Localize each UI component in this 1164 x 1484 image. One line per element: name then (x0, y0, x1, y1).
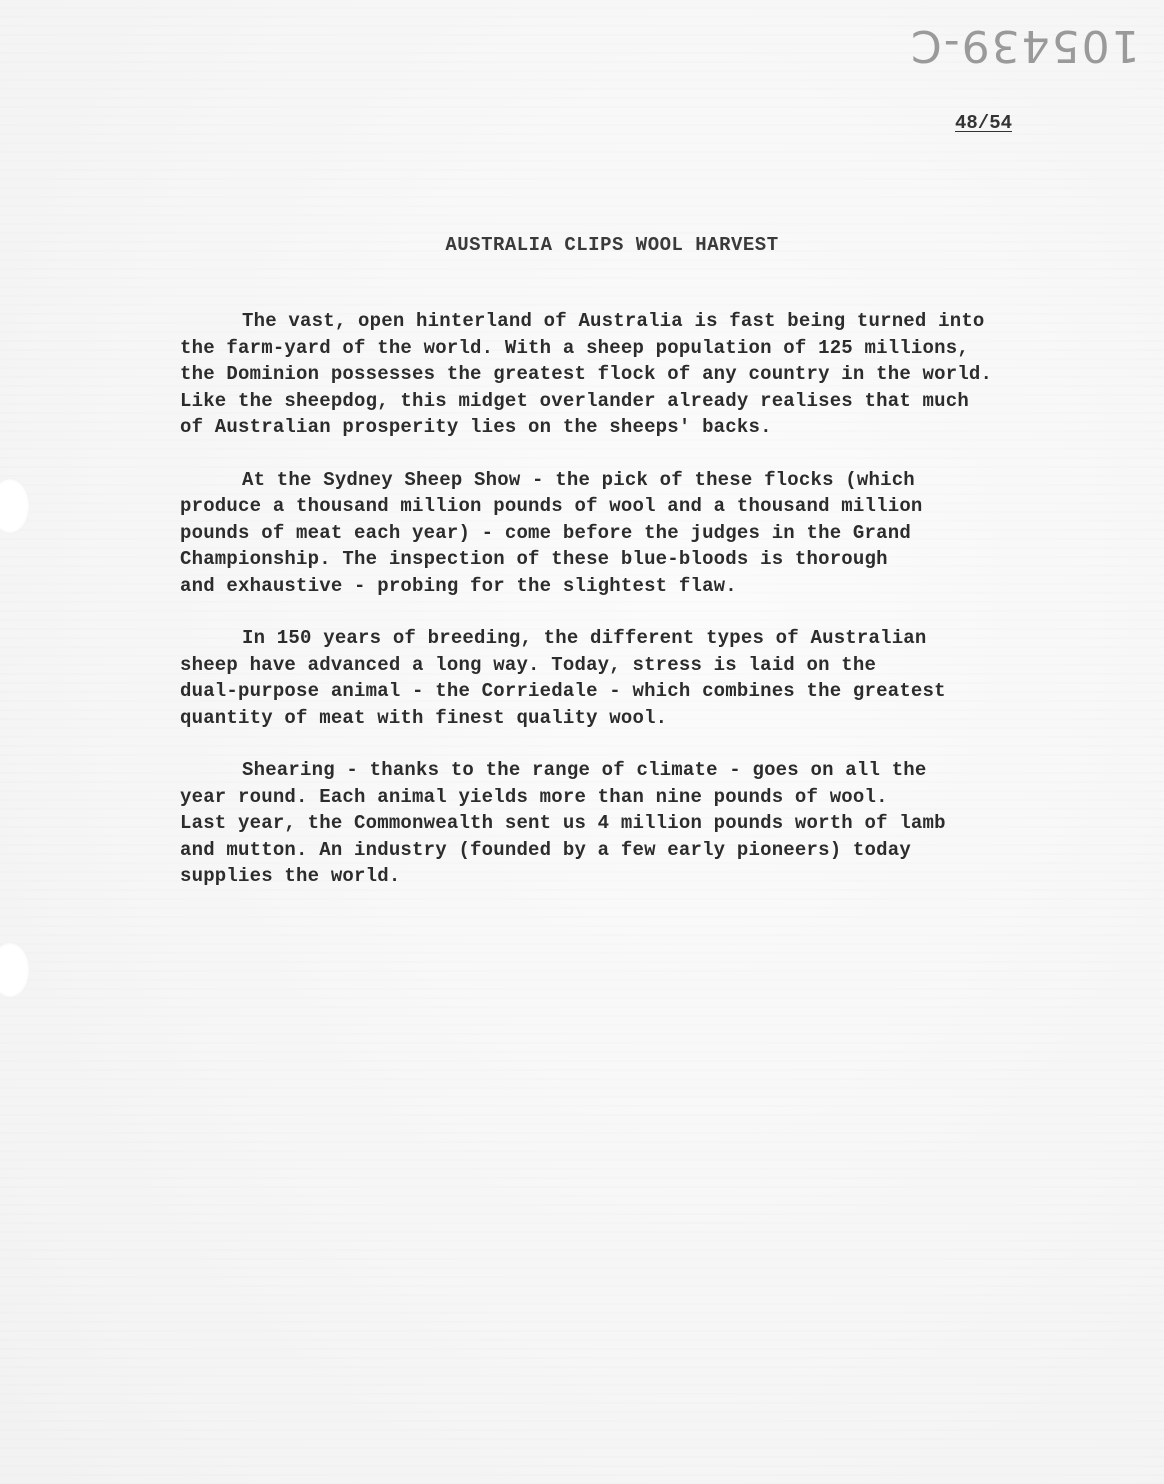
page-number: 48/54 (955, 112, 1013, 134)
document-title-row (0, 234, 1164, 256)
paragraph-2: At the Sydney Sheep Show - the pick of these flocks (which produce a thousand million pounds of wool and a thousand million pounds of meat each year) - come before the judges in the Grand Championship. The inspection of these blue-bloods is thorough and exhaustive - probing for the slightest flaw. (180, 468, 923, 597)
paragraph-1: The vast, open hinterland of Australia is fast being turned into the farm-yard of the world. With a sheep population of 125 millions, the Dominion possesses the greatest flock of any country in the world. Like the sheepdog, this midget overlander already realises that much of Australian prosperity lies on the sheeps' backs. (180, 310, 993, 438)
handwritten-reference-number: 105439-C (909, 20, 1140, 71)
document-body (180, 308, 1050, 890)
punch-hole (0, 942, 30, 998)
document-title: AUSTRALIA CLIPS WOOL HARVEST (445, 234, 779, 256)
punch-hole (0, 478, 30, 534)
paragraph-4: Shearing - thanks to the range of climate - goes on all the year round. Each animal yields more than nine pounds of wool. Last year, the Commonwealth sent us 4 million pounds worth of lamb and mutton. An industry (founded by a few early pioneers) today supplies the world. (180, 759, 946, 887)
paragraph-3: In 150 years of breeding, the different types of Australian sheep have advanced a long way. Today, stress is laid on the dual-purpose animal - the Corriedale - which combines the greatest quantity of meat with finest quality wool. (180, 627, 946, 729)
